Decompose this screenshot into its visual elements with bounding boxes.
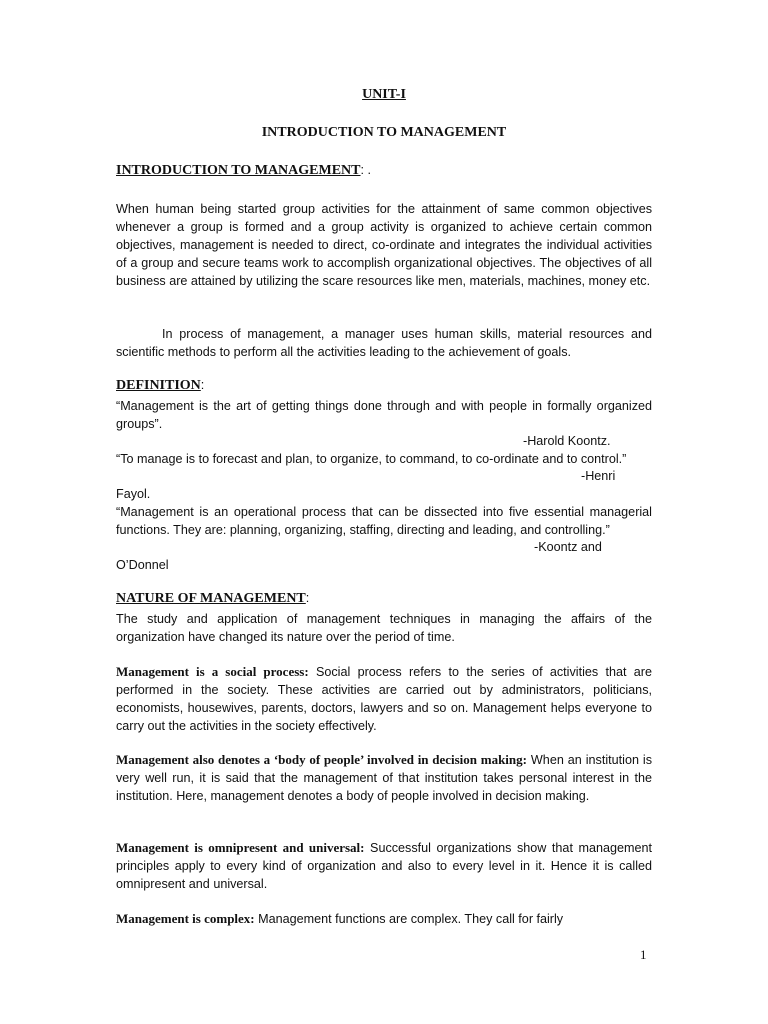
author-henri: -Henri	[581, 469, 616, 483]
point-text: Successful organizations show that management principles apply to every kind of organization and also to every level in it. Hence it is called omnipresent and universal.	[116, 841, 653, 891]
intro-heading-text: INTRODUCTION TO MANAGEMENT	[116, 163, 361, 178]
author-fayol: Fayol.	[116, 487, 151, 501]
definition-quote-koontz-odonnel: “Management is an operational process that can be dissected into five essential managerial functions. They are: planning, organizing, staffing, directing and leading, and controlling.”	[116, 505, 652, 537]
point-lead: Management is complex:	[116, 911, 255, 926]
definition-quote-fayol: “To manage is to forecast and plan, to organize, to command, to co-ordinate and to control.”	[116, 452, 627, 466]
definition-quote-koontz: “Management is the art of getting things done through and with people in formally organized groups”.	[116, 399, 652, 431]
definition-heading-text: DEFINITION	[116, 378, 201, 393]
nature-intro-paragraph: The study and application of management techniques in managing the affairs of the organization have changed its nature over the period of time.	[116, 612, 652, 644]
author-koontz-and: -Koontz and	[534, 540, 602, 554]
main-title: INTRODUCTION TO MANAGEMENT	[261, 125, 507, 140]
intro-paragraph-1: When human being started group activities for the attainment of same common objectives whenever a group is formed and a group activity is organized to achieve certain common objectives, management is needed to direct, co-ordinate and integrates the individual activities of a group and secure teams work to accomplish organizational objectives. The objectives of all business are attained by utilizing the scare resources like men, materials, machines, money etc.	[116, 202, 652, 288]
nature-heading	[116, 591, 309, 607]
definition-heading-trail: :	[200, 378, 205, 392]
intro-heading-trail: : .	[360, 163, 372, 177]
nature-point-social-process	[116, 663, 652, 735]
intro-paragraph-2: In process of management, a manager uses human skills, material resources and scientific methods to perform all the activities leading to the achievement of goals.	[116, 327, 652, 359]
point-lead: Management is a social process:	[116, 664, 309, 679]
point-lead: Management also denotes a ‘body of people’ involved in decision making:	[116, 752, 527, 767]
nature-point-body-of-people	[116, 751, 652, 805]
point-text: When an institution is very well run, it is said that the management of that institution takes personal interest in the institution. Here, management denotes a body of people involved in decision making.	[116, 753, 653, 803]
nature-heading-trail: :	[305, 591, 310, 605]
intro-heading	[116, 163, 371, 179]
point-text: Management functions are complex. They call for fairly	[254, 912, 564, 926]
point-lead: Management is omnipresent and universal:	[116, 840, 365, 855]
unit-title: UNIT-I	[362, 87, 406, 102]
definition-heading	[116, 378, 204, 394]
page-number: 1	[640, 947, 647, 962]
nature-heading-text: NATURE OF MANAGEMENT	[116, 591, 306, 606]
nature-point-complex	[116, 910, 652, 928]
author-odonnel: O’Donnel	[116, 558, 169, 572]
author-harold-koontz: -Harold Koontz.	[523, 434, 611, 448]
nature-point-omnipresent	[116, 839, 652, 893]
point-text: Social process refers to the series of activities that are performed in the society. These activities are carried out by administrators, politicians, economists, housewives, parents, doctors, lawyers and so on. Management helps everyone to carry out the activities in the society effectively.	[116, 665, 653, 733]
